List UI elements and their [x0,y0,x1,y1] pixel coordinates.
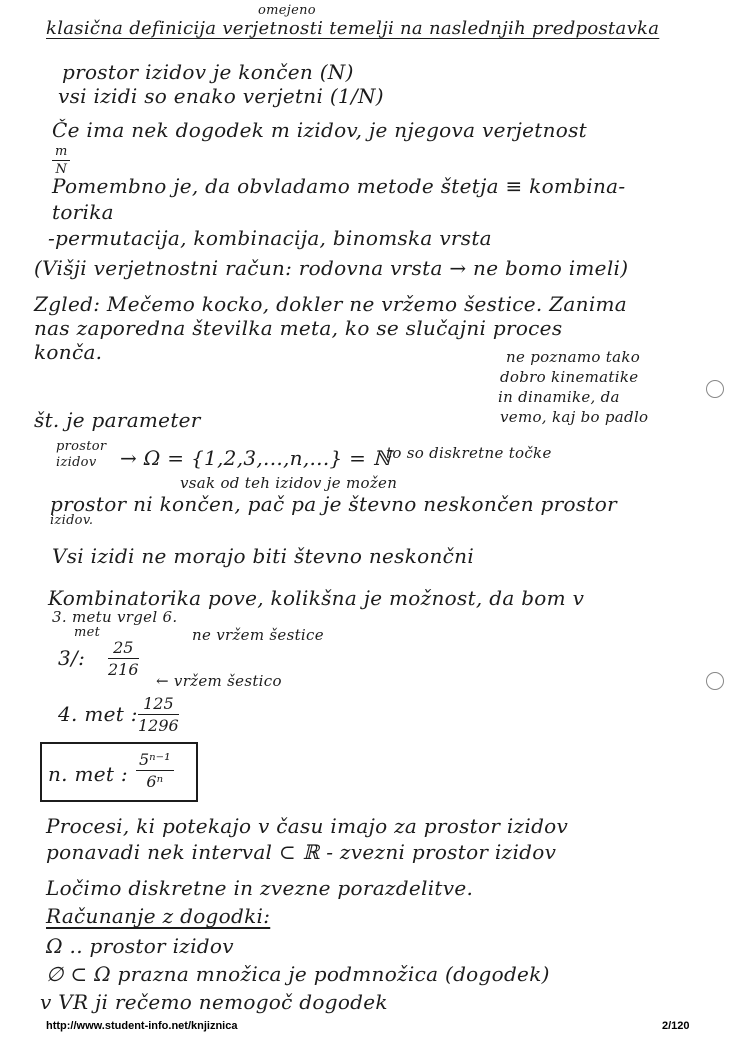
fraction [136,750,174,791]
footer-url[interactable]: http://www.student-info.net/knjiznica [46,1020,238,1032]
note-line: -permutacija, kombinacija, binomska vrsta [48,226,492,250]
note-heading: Računanje z dogodki: [46,904,271,928]
note-line: klasična definicija verjetnosti temelji na naslednjih predpostavka [46,18,660,39]
note-line: Zgled: Mečemo kocko, dokler ne vržemo šestice. Zanima [34,292,627,316]
note-line: prostor izidov je končen (N) [62,60,354,84]
fraction-numerator: 125 [138,694,179,715]
note-line: ∅ ⊂ Ω prazna množica je podmnožica (dogodek) [46,962,550,986]
note-label: prostor [56,439,107,454]
fraction-denominator: N [55,162,67,177]
punch-hole [706,380,724,398]
side-note: in dinamike, da [498,388,620,406]
fraction-numerator: 25 [108,638,139,659]
note-line: Kombinatorika pove, kolikšna je možnost, da bom v [48,586,585,610]
page-number: 2/120 [662,1020,690,1032]
formula: → Ω = {1,2,3,...,n,...} = ℕ [120,446,392,470]
note-line: Procesi, ki potekajo v času imajo za prostor izidov [46,814,569,838]
fraction [52,144,70,177]
note-line: v VR ji rečemo nemogoč dogodek [40,990,388,1014]
note-line: torika [52,200,114,224]
side-note: vemo, kaj bo padlo [500,408,649,426]
note-line: 3. metu vrgel 6. [52,608,178,626]
punch-hole [706,672,724,690]
fraction [108,638,139,679]
note-annotation: vsak od teh izidov je možen [180,474,398,492]
side-note: ne poznamo tako [506,348,641,366]
fraction-denominator: 216 [108,660,139,679]
note-line: št. je parameter [34,408,201,432]
side-note: dobro kinematike [500,368,639,386]
fraction-denominator: 1296 [138,716,179,735]
note-line: Vsi izidi ne morajo biti števno neskončni [52,544,475,568]
note-line: (Višji verjetnostni račun: rodovna vrsta → ne bomo imeli) [34,256,629,280]
note-annotation: ne vržem šestice [192,626,324,644]
note-line: izidov. [50,513,94,528]
fraction-denominator: 6ⁿ [146,772,164,791]
note-line: to so diskretne točke [386,444,552,462]
note-line: Pomembno je, da obvladamo metode štetja ≡ kombina- [52,174,626,198]
note-line: vsi izidi so enako verjetni (1/N) [58,84,384,108]
note-annotation: omejeno [258,3,316,18]
note-annotation: met [74,625,101,640]
note-line: Ločimo diskretne in zvezne porazdelitve. [46,876,474,900]
note-line: nas zaporedna številka meta, ko se slučajni proces [34,316,563,340]
fraction-numerator: 5ⁿ⁻¹ [136,750,174,771]
boxed-formula [40,742,198,802]
note-line: Ω .. prostor izidov [46,934,234,958]
note-line: Če ima nek dogodek m izidov, je njegova verjetnost [52,118,587,142]
note-annotation: ← vržem šestico [156,672,282,690]
fraction-numerator: m [52,144,70,161]
fraction [138,694,179,735]
note-label: 4. met : [58,702,138,726]
note-label: n. met : [48,762,128,786]
note-line: ponavadi nek interval ⊂ ℝ - zvezni prostor izidov [46,840,557,864]
note-label: izidov [56,455,97,470]
note-line: prostor ni končen, pač pa je števno neskončen prostor [50,492,617,516]
note-label: 3/: [58,646,86,670]
note-line: konča. [34,340,103,364]
